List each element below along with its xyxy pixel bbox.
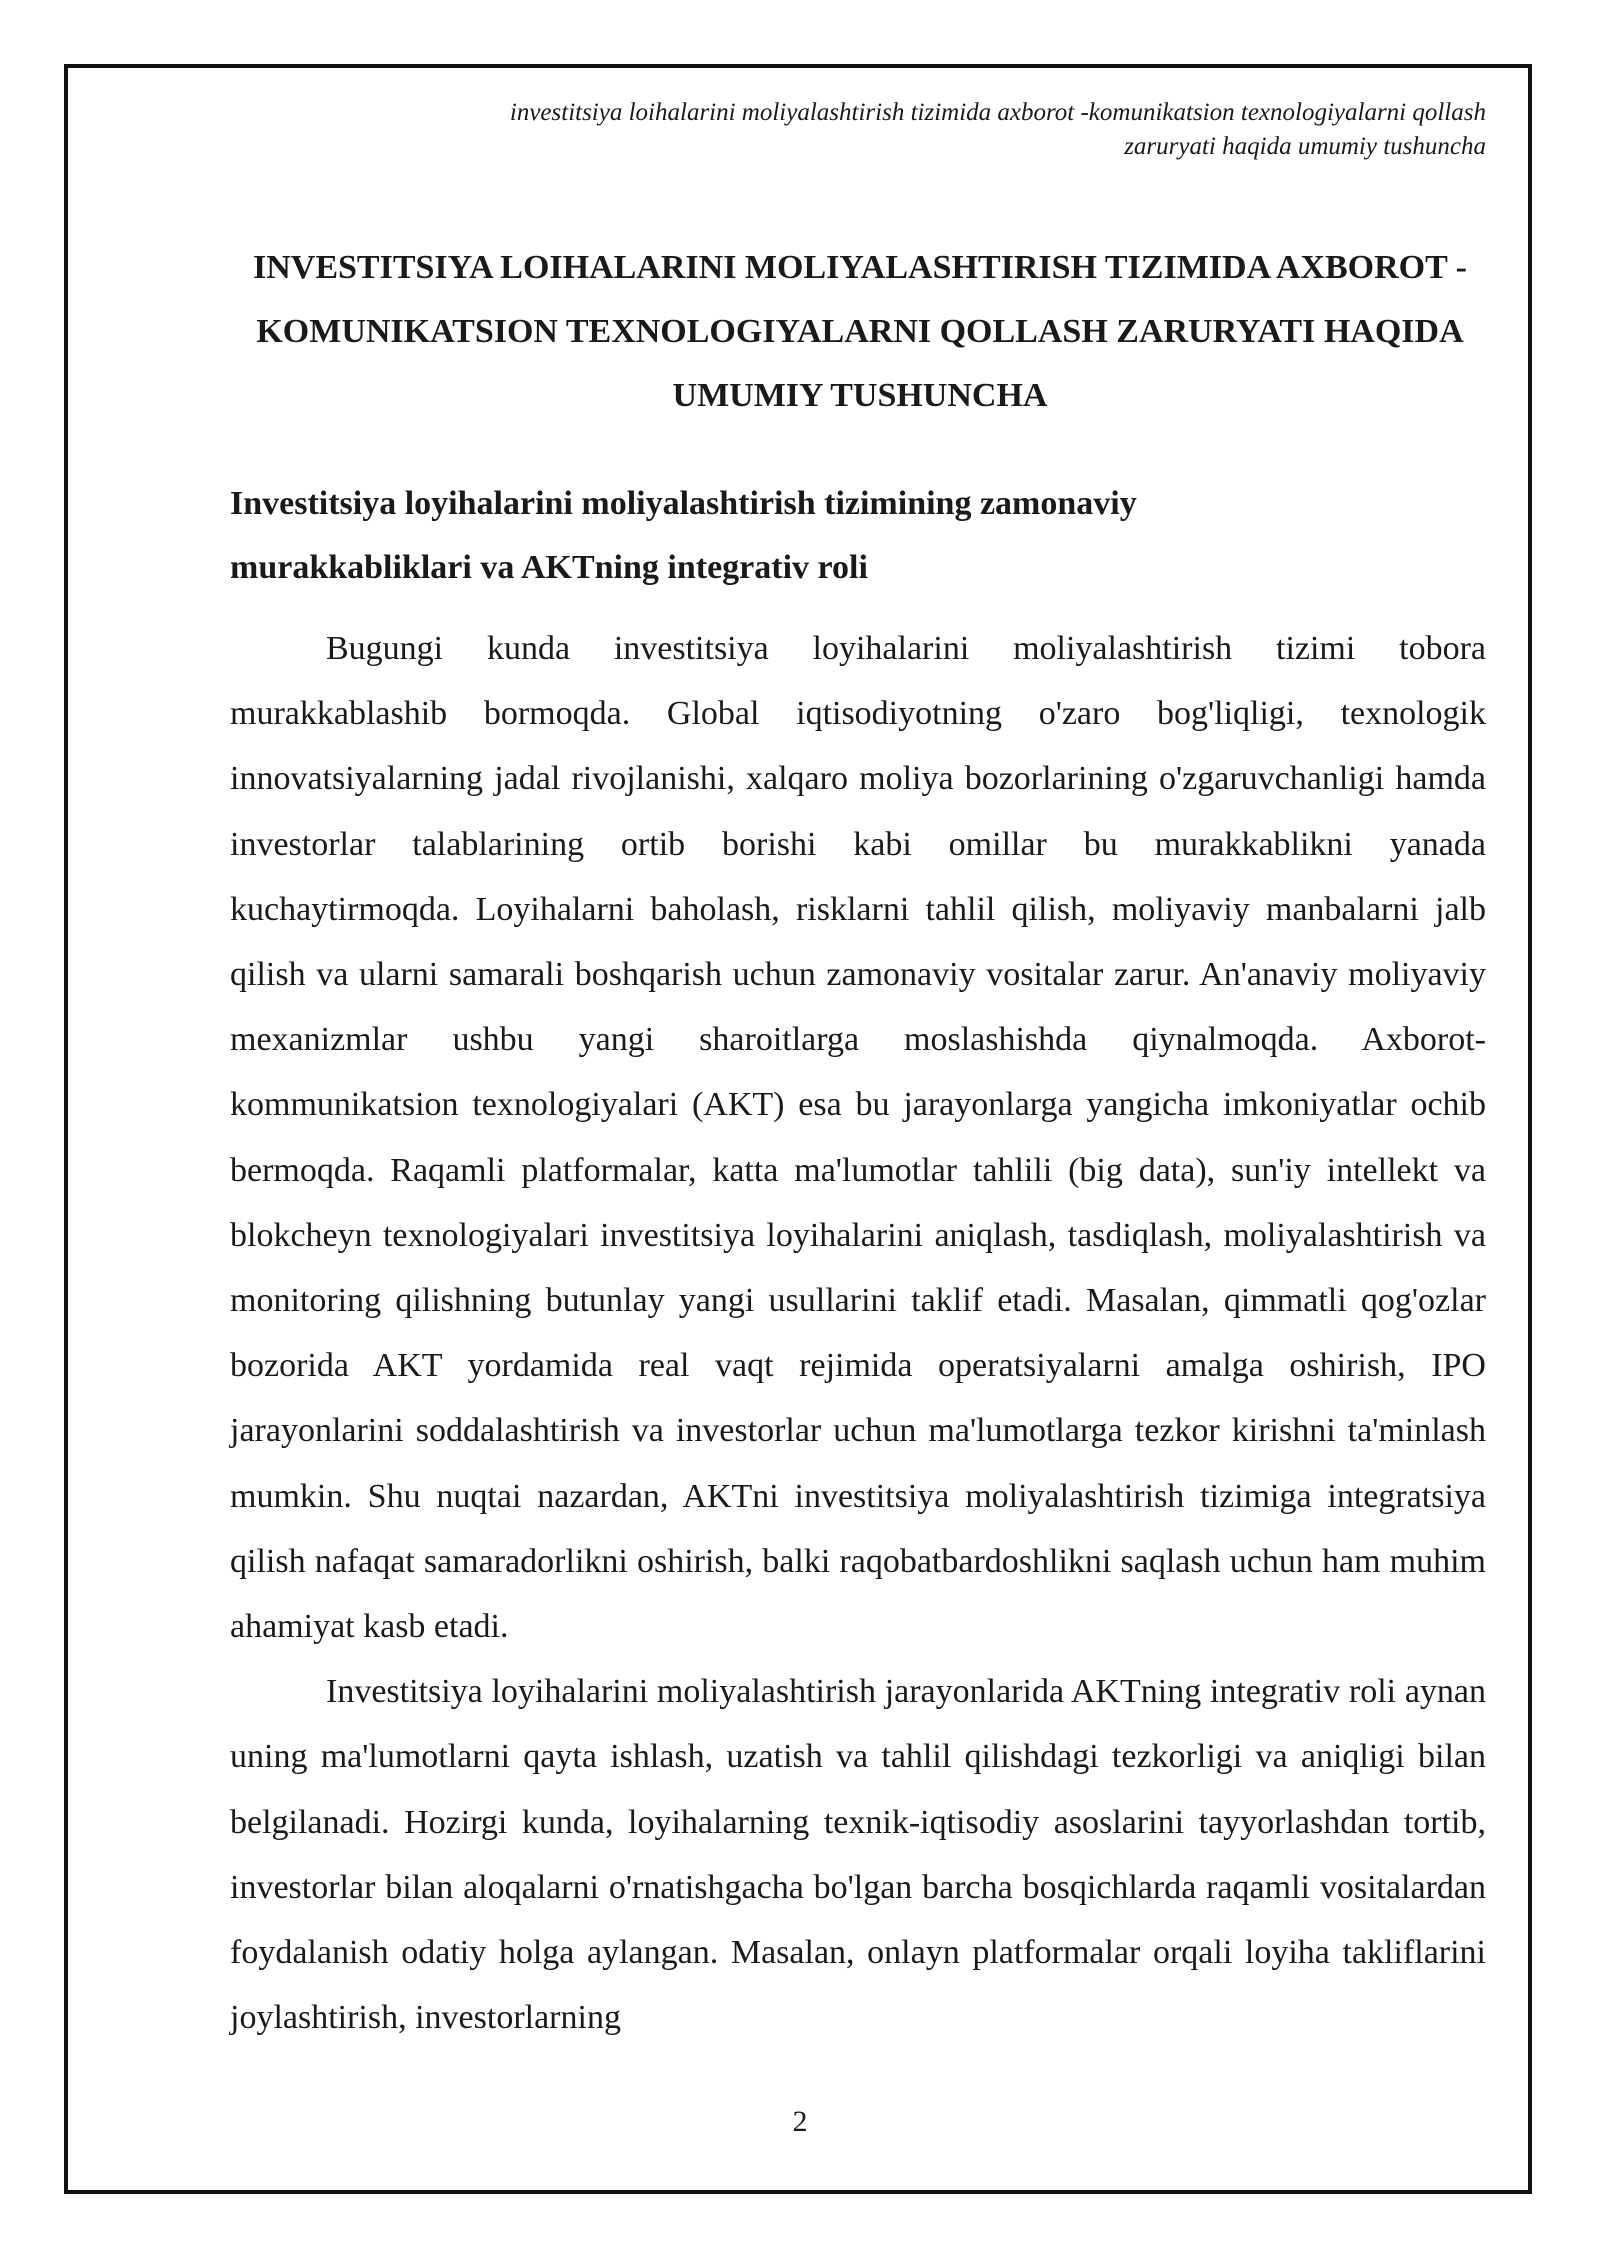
section-heading: Investitsiya loyihalarini moliyalashtirish tizimining zamonaviy murakkabliklari va AKTning integrativ roli bbox=[230, 485, 1137, 586]
document-title: INVESTITSIYA LOIHALARINI MOLIYALASHTIRISH TIZIMIDA AXBOROT -KOMUNIKATSION TEXNOLOGIYALARNI QOLLASH ZARURYATI HAQIDA UMUMIY TUSHUNCHA bbox=[253, 249, 1467, 414]
paragraph-2: Investitsiya loyihalarini moliyalashtirish jarayonlarida AKTning integrativ roli aynan uning ma'lumotlarni qayta ishlash, uzatish va tahlil qilishdagi tezkorligi va aniqligi bilan belgilanadi. Hozirgi kunda, loyihalarning texnik-iqtisodiy asoslarini tayyorlashdan tortib, investorlar bilan aloqalarni o'rnatishgacha bo'lgan barcha bosqichlarda raqamli vositalardan foydalanish odatiy holga aylangan. Masalan, onlayn platformalar orqali loyiha takliflarini joylashtirish, investorlarning bbox=[230, 1673, 1486, 2037]
running-header bbox=[230, 96, 1486, 164]
paragraph-1: Bugungi kunda investitsiya loyihalarini moliyalashtirish tizimi tobora murakkablashib bormoqda. Global iqtisodiyotning o'zaro bog'liqligi, texnologik innovatsiyalarning jadal rivojlanishi, xalqaro moliya bozorlarining o'zgaruvchanligi hamda investorlar talablarining ortib borishi kabi omillar bu murakkablikni yanada kuchaytirmoqda. Loyihalarni baholash, risklarni tahlil qilish, moliyaviy manbalarni jalb qilish va ularni samarali boshqarish uchun zamonaviy vositalar zarur. An'anaviy moliyaviy mexanizmlar ushbu yangi sharoitlarga moslashishda qiynalmoqda. Axborot-kommunikatsion texnologiyalari (AKT) esa bu jarayonlarga yangicha imkoniyatlar ochib bermoqda. Raqamli platformalar, katta ma'lumotlar tahlili (big data), sun'iy intellekt va blokcheyn texnologiyalari investitsiya loyihalarini aniqlash, tasdiqlash, moliyalashtirish va monitoring qilishning butunlay yangi usullarini taklif etadi. Masalan, qimmatli qog'ozlar bozorida AKT yordamida real vaqt rejimida operatsiyalarni amalga oshirish, IPO jarayonlarini soddalashtirish va investorlar uchun ma'lumotlarga tezkor kirishni ta'minlash mumkin. Shu nuqtai nazardan, AKTni investitsiya moliyalashtirish tizimiga integratsiya qilish nafaqat samaradorlikni oshirish, balki raqobatbardoshlikni saqlash uchun ham muhim ahamiyat kasb etadi. bbox=[230, 630, 1486, 1646]
page-number: 2 bbox=[792, 2105, 808, 2138]
body-text bbox=[230, 616, 1486, 2050]
running-header-line-1: investitsiya loihalarini moliyalashtirish tizimida axborot -komunikatsion texnologiyalarni qollash bbox=[509, 99, 1486, 126]
running-header-line-2: zaruryati haqida umumiy tushuncha bbox=[1124, 133, 1486, 160]
